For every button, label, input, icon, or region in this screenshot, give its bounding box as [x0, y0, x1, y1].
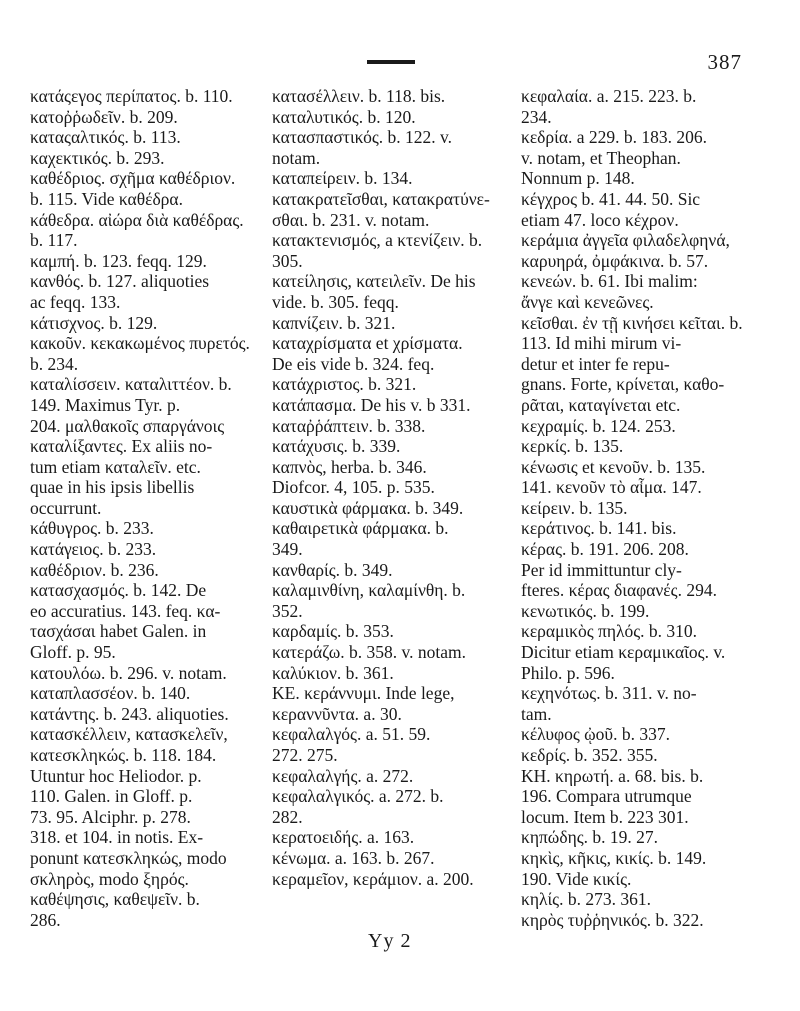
index-line: κατασέλλειν. b. 118. bis.: [272, 86, 446, 106]
index-line: καταςαλτικός. b. 113.: [30, 127, 181, 148]
index-line: κάθεδρα. αἰώρα διὰ καθέδρας.: [30, 209, 244, 230]
index-line: 196. Compara utrumque: [521, 786, 692, 807]
index-line: καταλυτικός. b. 120.: [272, 106, 416, 127]
index-line: καθέδριον. b. 236.: [30, 559, 159, 580]
index-line: καχεκτικός. b. 293.: [30, 147, 165, 168]
index-line: κατοῤῥωδεῖν. b. 209.: [30, 106, 178, 127]
index-line: κατάχυσις. b. 339.: [272, 436, 401, 457]
index-line: Nonnum p. 148.: [521, 168, 635, 189]
index-line: tum etiam καταλεῖν. etc.: [30, 456, 201, 477]
index-line: κένωσις et κενοῦν. b. 135.: [521, 456, 706, 477]
index-line: κατουλόω. b. 296. v. notam.: [30, 662, 227, 683]
index-line: ρᾶται, καταγίνεται etc.: [521, 394, 681, 415]
index-line: quae in his ipsis libellis: [30, 477, 195, 498]
index-line: κεφαλαία. a. 215. 223. b.: [521, 86, 697, 106]
index-line: Diofcor. 4, 105. p. 535.: [272, 477, 435, 498]
index-line: κεῖσθαι. ἐν τῇ κινήσει κεῖται. b.: [521, 312, 743, 333]
index-line: καλαμινθίνη, καλαμίνθη. b.: [272, 580, 466, 601]
index-line: b. 115. Vide καθέδρα.: [30, 188, 183, 209]
index-line: κεράμια ἀγγεῖα φιλαδελφηνά,: [521, 230, 730, 251]
index-line: 318. et 104. in notis. Ex-: [30, 827, 204, 848]
index-line: καταπείρειν. b. 134.: [272, 168, 413, 189]
index-line: 113. Id mihi mirum vi-: [521, 333, 682, 354]
index-line: κεφαλαλγός. a. 51. 59.: [272, 724, 431, 745]
index-line: κατακρατεῖσθαι, κατακρατύνε-: [272, 188, 490, 209]
index-line: De eis vide b. 324. feq.: [272, 353, 435, 374]
index-line: 234.: [521, 106, 552, 127]
index-line: κηρὸς τυῤῥηνικός. b. 322.: [521, 909, 704, 930]
index-line: κατασπαστικός. b. 122. v.: [272, 127, 452, 148]
index-line: καπνίζειν. b. 321.: [272, 312, 396, 333]
index-line: 204. μαλθακοῖς σπαργάνοις: [30, 415, 225, 436]
index-line: notam.: [272, 147, 321, 168]
index-line: 73. 95. Alciphr. p. 278.: [30, 806, 191, 827]
index-line: κεχραμίς. b. 124. 253.: [521, 415, 676, 436]
index-line: b. 117.: [30, 230, 78, 251]
index-line: 110. Galen. in Gloff. p.: [30, 786, 193, 807]
index-line: κατάχριστος. b. 321.: [272, 374, 417, 395]
index-line: Utuntur hoc Heliodor. p.: [30, 765, 202, 786]
index-line: 352.: [272, 600, 303, 621]
index-column-right: [521, 86, 771, 930]
index-column-left: [30, 86, 262, 930]
index-line: καθέψησις, καθεψεῖν. b.: [30, 889, 200, 910]
index-line: καρδαμίς. b. 353.: [272, 621, 394, 642]
index-line: καθαιρετικὰ φάρμακα. b.: [272, 518, 449, 539]
index-line: gnans. Forte, κρίνεται, καθο-: [521, 374, 725, 395]
index-line: κεφαλαλγής. a. 272.: [272, 765, 414, 786]
page-number: 387: [707, 50, 742, 74]
index-line: κατάγειος. b. 233.: [30, 539, 157, 560]
index-line: vide. b. 305. feqq.: [272, 291, 399, 312]
index-line: κανθός. b. 127. aliquoties: [30, 271, 210, 292]
index-line: κέρας. b. 191. 206. 208.: [521, 539, 689, 560]
index-line: κεραμικὸς πηλός. b. 310.: [521, 621, 698, 642]
index-line: κεραμεῖον, κεράμιον. a. 200.: [272, 868, 474, 889]
index-line: κεράτινος. b. 141. bis.: [521, 518, 677, 539]
index-line: καταπλασσέον. b. 140.: [30, 683, 191, 704]
index-line: Gloff. p. 95.: [30, 642, 116, 663]
index-line: κερατοειδής. a. 163.: [272, 827, 415, 848]
index-line: κεφαλαλγικός. a. 272. b.: [272, 786, 444, 807]
index-line: κατάςεγος περίπατος. b. 110.: [30, 86, 233, 106]
index-line: detur et inter fe repu-: [521, 353, 670, 374]
index-line: κατεράζω. b. 358. v. notam.: [272, 642, 466, 663]
index-line: κατεσκληκώς. b. 118. 184.: [30, 745, 217, 765]
index-line: 141. κενοῦν τὸ αἷμα. 147.: [521, 477, 702, 498]
index-line: καυστικὰ φάρμακα. b. 349.: [272, 497, 464, 518]
index-line: κεχηνότως. b. 311. v. no-: [521, 683, 697, 704]
index-line: 305.: [272, 250, 303, 271]
index-line: κατάπασμα. De his v. b 331.: [272, 394, 471, 415]
index-line: καπνὸς, herba. b. 346.: [272, 456, 427, 477]
index-line: ΚΗ. κηρωτή. a. 68. bis. b.: [521, 765, 704, 786]
signature-mark: Yy 2: [368, 930, 412, 952]
header-rule: [367, 60, 415, 64]
index-line: 190. Vide κικίς.: [521, 868, 632, 889]
index-line: eo accuratius. 143. feq. κα-: [30, 600, 221, 621]
index-line: τασχάσαι habet Galen. in: [30, 621, 207, 642]
index-line: Philo. p. 596.: [521, 662, 615, 683]
index-line: κέγχρος b. 41. 44. 50. Sic: [521, 188, 701, 209]
index-line: v. notam, et Theophan.: [521, 147, 681, 168]
index-line: κατασκέλλειν, κατασκελεῖν,: [30, 724, 228, 745]
index-line: κηκὶς, κῆκις, κικίς. b. 149.: [521, 847, 707, 868]
index-line: 149. Maximus Tyr. p.: [30, 394, 181, 415]
index-line: καμπή. b. 123. feqq. 129.: [30, 250, 207, 271]
index-line: κερκίς. b. 135.: [521, 436, 624, 457]
index-line: καταλίξαντες. Ex aliis no-: [30, 436, 213, 457]
index-line: 272. 275.: [272, 745, 338, 765]
index-column-middle: [272, 86, 506, 889]
index-line: κατακτενισμός, a κτενίζειν. b.: [272, 230, 483, 251]
index-line: κάθυγρος. b. 233.: [30, 518, 154, 539]
index-line: 349.: [272, 539, 303, 560]
index-line: κάτισχνος. b. 129.: [30, 312, 158, 333]
index-line: καταῤῥάπτειν. b. 338.: [272, 415, 426, 436]
index-line: 282.: [272, 806, 303, 827]
index-line: κηπώδης. b. 19. 27.: [521, 827, 659, 848]
index-line: κενωτικός. b. 199.: [521, 600, 650, 621]
index-line: καλύκιον. b. 361.: [272, 662, 394, 683]
index-line: κηλίς. b. 273. 361.: [521, 889, 651, 910]
index-line: κέλυφος ᾠοῦ. b. 337.: [521, 724, 670, 745]
index-line: b. 234.: [30, 353, 79, 374]
index-line: tam.: [521, 703, 552, 724]
index-line: occurrunt.: [30, 497, 102, 518]
index-line: ac feqq. 133.: [30, 291, 121, 312]
index-line: κένωμα. a. 163. b. 267.: [272, 847, 435, 868]
index-line: κατασχασμός. b. 142. De: [30, 580, 207, 601]
index-line: locum. Item b. 223 301.: [521, 806, 689, 827]
index-line: ΚΕ. κεράννυμι. Inde lege,: [272, 683, 455, 704]
index-line: κεραννῦντα. a. 30.: [272, 703, 402, 724]
index-line: κατείλησις, κατειλεῖν. De his: [272, 271, 476, 292]
index-line: κατάντης. b. 243. aliquoties.: [30, 703, 229, 724]
index-line: 286.: [30, 909, 61, 930]
index-line: κείρειν. b. 135.: [521, 497, 628, 518]
index-line: κενεών. b. 61. Ibi malim:: [521, 271, 698, 292]
index-line: σθαι. b. 231. v. notam.: [272, 209, 430, 230]
index-line: ἄνγε καὶ κενεῶνες.: [521, 291, 654, 312]
index-line: Per id immittuntur cly-: [521, 559, 682, 580]
index-line: καθέδριος. σχῆμα καθέδριον.: [30, 168, 236, 189]
index-line: κακοῦν. κεκακωμένος πυρετός.: [30, 333, 250, 354]
index-line: καρυηρά, ὀμφάκινα. b. 57.: [521, 250, 709, 271]
index-line: καταχρίσματα et χρίσματα.: [272, 333, 463, 354]
index-line: καταλίσσειν. καταλιττέον. b.: [30, 374, 232, 395]
index-line: κεδρίς. b. 352. 355.: [521, 745, 658, 765]
index-line: fteres. κέρας διαφανές. 294.: [521, 580, 717, 601]
index-line: etiam 47. loco κέχρον.: [521, 209, 679, 230]
index-line: κεδρία. a 229. b. 183. 206.: [521, 127, 708, 148]
index-line: σκληρὸς, modo ξηρός.: [30, 868, 189, 889]
index-line: Dicitur etiam κεραμικαῖος. v.: [521, 642, 726, 663]
index-line: ponunt κατεσκληκώς, modo: [30, 847, 227, 868]
index-line: κανθαρίς. b. 349.: [272, 559, 393, 580]
